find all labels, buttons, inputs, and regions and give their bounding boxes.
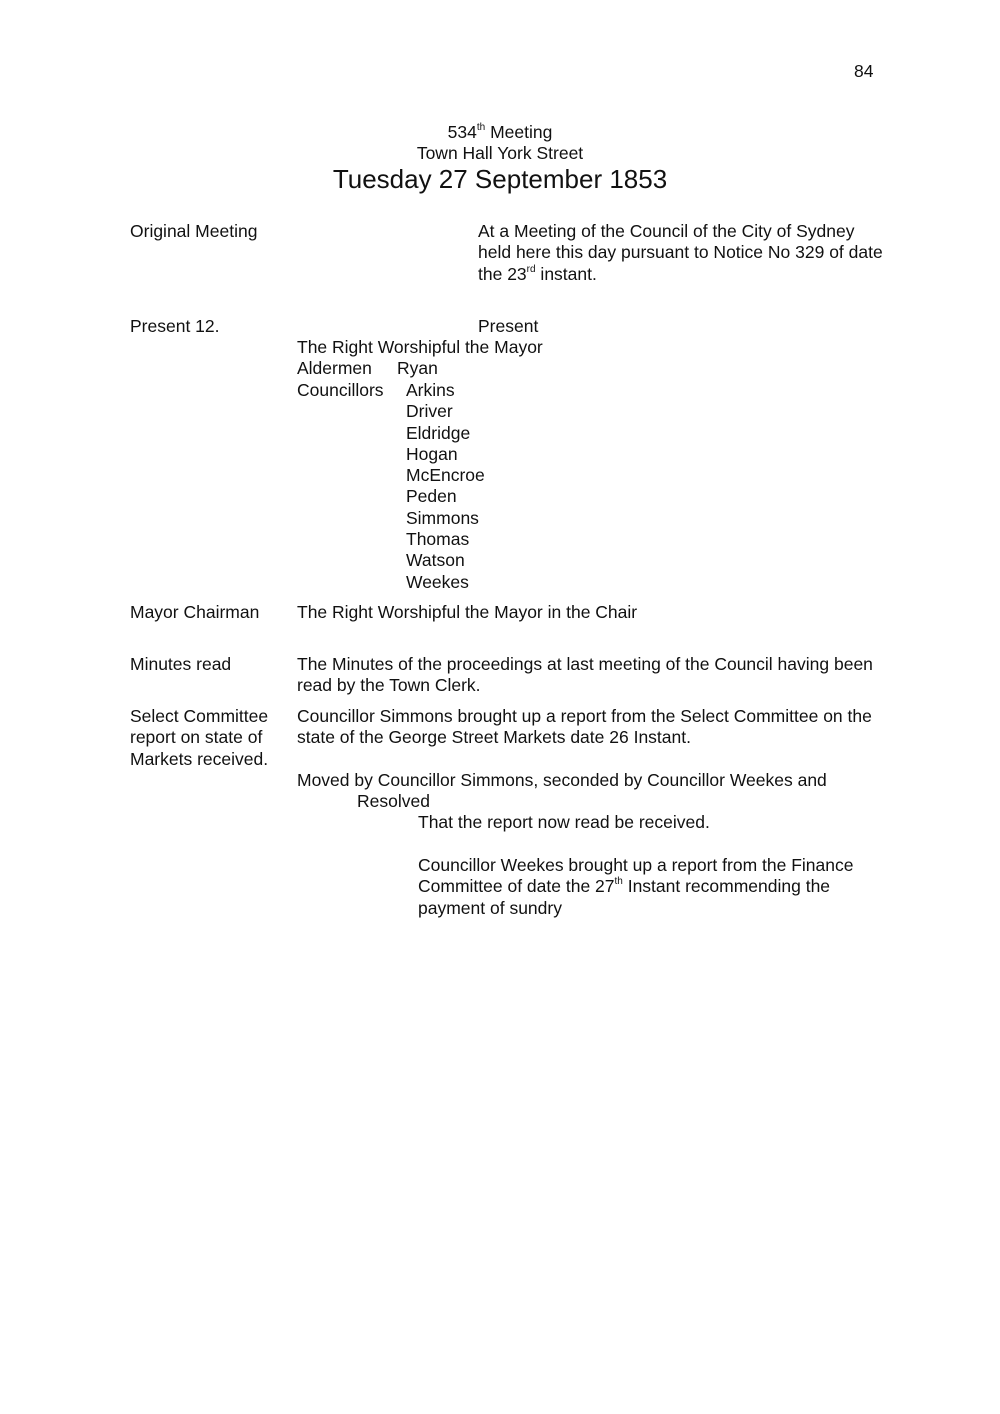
page-title: Tuesday 27 September 1853 — [332, 164, 668, 194]
councillor-name: McEncroe — [406, 465, 485, 486]
select-committee-line: Councillor Simmons brought up a report from the Select Committee on the — [297, 706, 872, 726]
minutes-paragraph — [297, 654, 873, 697]
chairman-text: The Right Worshipful the Mayor in the Chair — [297, 602, 638, 622]
minutes-line: The Minutes of the proceedings at last meeting of the Council having been — [297, 654, 873, 674]
councillor-name: Hogan — [406, 443, 458, 464]
minutes-line: read by the Town Clerk. — [297, 675, 481, 696]
finance-line: Committee of date the 27th Instant recommending the — [418, 876, 831, 897]
page-number: 84 — [854, 61, 874, 81]
margin-label-mayor-chairman: Mayor Chairman — [130, 602, 260, 622]
councillor-name: Thomas — [406, 529, 470, 550]
councillor-name: Peden — [406, 486, 457, 507]
resolution-text: That the report now read be received. — [418, 812, 710, 832]
margin-label-line: Markets received. — [130, 748, 269, 769]
councillor-name: Driver — [406, 401, 453, 422]
margin-label-minutes-read: Minutes read — [130, 654, 232, 674]
meeting-location: Town Hall York Street — [416, 143, 584, 163]
finance-paragraph — [418, 855, 853, 919]
margin-label-select-committee — [130, 706, 268, 770]
councillor-name: Watson — [406, 550, 465, 571]
councillors-label: Councillors — [297, 380, 384, 400]
present-heading: Present — [478, 316, 539, 336]
margin-label-line: Select Committee — [130, 706, 269, 726]
meeting-number: 534th Meeting — [447, 122, 553, 142]
select-committee-line: state of the George Street Markets date 26 Instant. — [297, 727, 691, 748]
councillor-name: Simmons — [406, 507, 479, 528]
original-meeting-line: held here this day pursuant to Notice No 329 of date — [478, 242, 883, 263]
margin-label-original-meeting: Original Meeting — [130, 221, 258, 241]
resolved-label: Resolved — [357, 791, 430, 811]
aldermen-label: Aldermen — [297, 358, 372, 378]
finance-line: payment of sundry — [418, 897, 562, 918]
original-meeting-line: At a Meeting of the Council of the City of Sydney — [478, 221, 855, 241]
select-committee-paragraph — [297, 706, 872, 749]
margin-label-line: report on state of — [130, 727, 263, 748]
councillor-name: Weekes — [406, 571, 469, 592]
motion-text: Moved by Councillor Simmons, seconded by Councillor Weekes and — [297, 770, 827, 790]
councillor-name: Eldridge — [406, 422, 471, 443]
finance-line: Councillor Weekes brought up a report from the Finance — [418, 855, 854, 875]
councillors-list — [406, 380, 485, 593]
councillor-name: Arkins — [406, 380, 455, 400]
original-meeting-line: the 23rd instant. — [478, 263, 597, 284]
original-meeting-paragraph — [478, 221, 883, 285]
present-mayor: The Right Worshipful the Mayor — [297, 337, 543, 357]
alderman-name: Ryan — [397, 358, 438, 378]
margin-label-present: Present 12. — [130, 316, 220, 336]
